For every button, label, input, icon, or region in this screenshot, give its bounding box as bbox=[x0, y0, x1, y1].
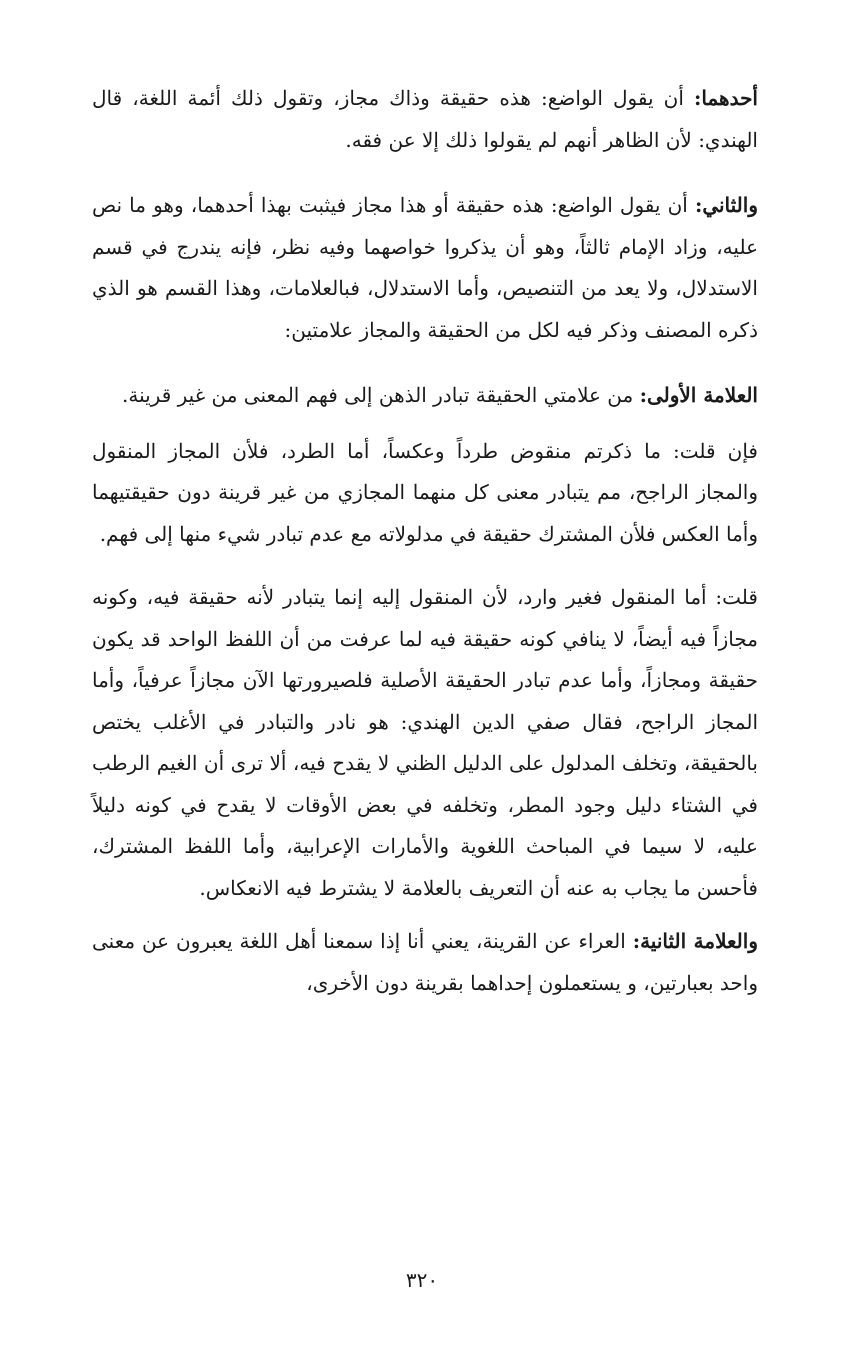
paragraph-text: فإن قلت: ما ذكرتم منقوض طرداً وعكساً، أما الطرد، فلأن المجاز المنقول والمجاز الراجح، مم يتبادر معنى كل منهما المجازي من غير قرينة دون حقيقتيهما وأما العكس فلأن المشترك حقيقة في مدلولاته مع عدم تبادر شيء منها إلى فهم. bbox=[92, 438, 758, 546]
paragraph-text: قلت: أما المنقول فغير وارد، لأن المنقول إليه إنما يتبادر لأنه حقيقة فيه، وكونه مجازاً فيه أيضاً، لا ينافي كونه حقيقة فيه لما عرفت من أن اللفظ الواحد قد يكون حقيقة ومجازاً، وأما عدم تبادر الحقيقة الأصلية فلصيرورتها الآن مجازاً عرفياً، وأما المجاز الراجح، فقال صفي الدين الهندي: هو نادر والتبادر في الأغلب يختص بالحقيقة، وتخلف المدلول على الدليل الظني لا يقدح فيه، ألا ترى أن الغيم الرطب في الشتاء دليل وجود المطر، وتخلفه في بعض الأوقات لا يقدح في كونه دليلاً عليه، لا سيما في المباحث اللغوية والأمارات الإعرابية، وأما اللفظ المشترك، فأحسن ما يجاب به عنه أن التعريف بالعلامة لا يشترط فيه الانعكاس. bbox=[92, 585, 758, 900]
paragraph-text: أن يقول الواضع: هذه حقيقة وذاك مجاز، وتقول ذلك أئمة اللغة، قال الهندي: لأن الظاهر أنهم لم يقولوا ذلك إلا عن فقه. bbox=[92, 86, 758, 152]
paragraph-text: العراء عن القرينة، يعني أنا إذا سمعنا أهل اللغة يعبرون عن معنى واحد بعبارتين، و يستعملون إحداهما بقرينة دون الأخرى، bbox=[92, 929, 758, 995]
paragraph-objection bbox=[92, 431, 758, 556]
paragraph-second-sign bbox=[92, 921, 758, 1004]
paragraph-first-sign bbox=[92, 375, 758, 417]
paragraph-lead: والثاني: bbox=[694, 193, 758, 217]
paragraph-first-method bbox=[92, 78, 758, 161]
paragraph-lead: العلامة الأولى: bbox=[639, 383, 758, 407]
paragraph-text: من علامتي الحقيقة تبادر الذهن إلى فهم المعنى من غير قرينة. bbox=[121, 383, 640, 407]
paragraph-lead: أحدهما: bbox=[693, 86, 758, 110]
paragraph-second-method bbox=[92, 185, 758, 351]
page-number: ٣٢٠ bbox=[405, 1268, 439, 1292]
paragraph-lead: والعلامة الثانية: bbox=[632, 929, 758, 953]
paragraph-reply bbox=[92, 577, 758, 909]
page-body bbox=[92, 78, 758, 1004]
paragraph-text: أن يقول الواضع: هذه حقيقة أو هذا مجاز فيثبت بهذا أحدهما، وهو ما نص عليه، وزاد الإمام ثالثاً، وهو أن يذكروا خواصهما وفيه نظر، فإنه يندرج في قسم الاستدلال، ولا يعد من التنصيص، وأما الاستدلال، فبالعلامات، وهذا القسم هو الذي ذكره المصنف وذكر فيه لكل من الحقيقة والمجاز علامتين: bbox=[92, 193, 758, 342]
